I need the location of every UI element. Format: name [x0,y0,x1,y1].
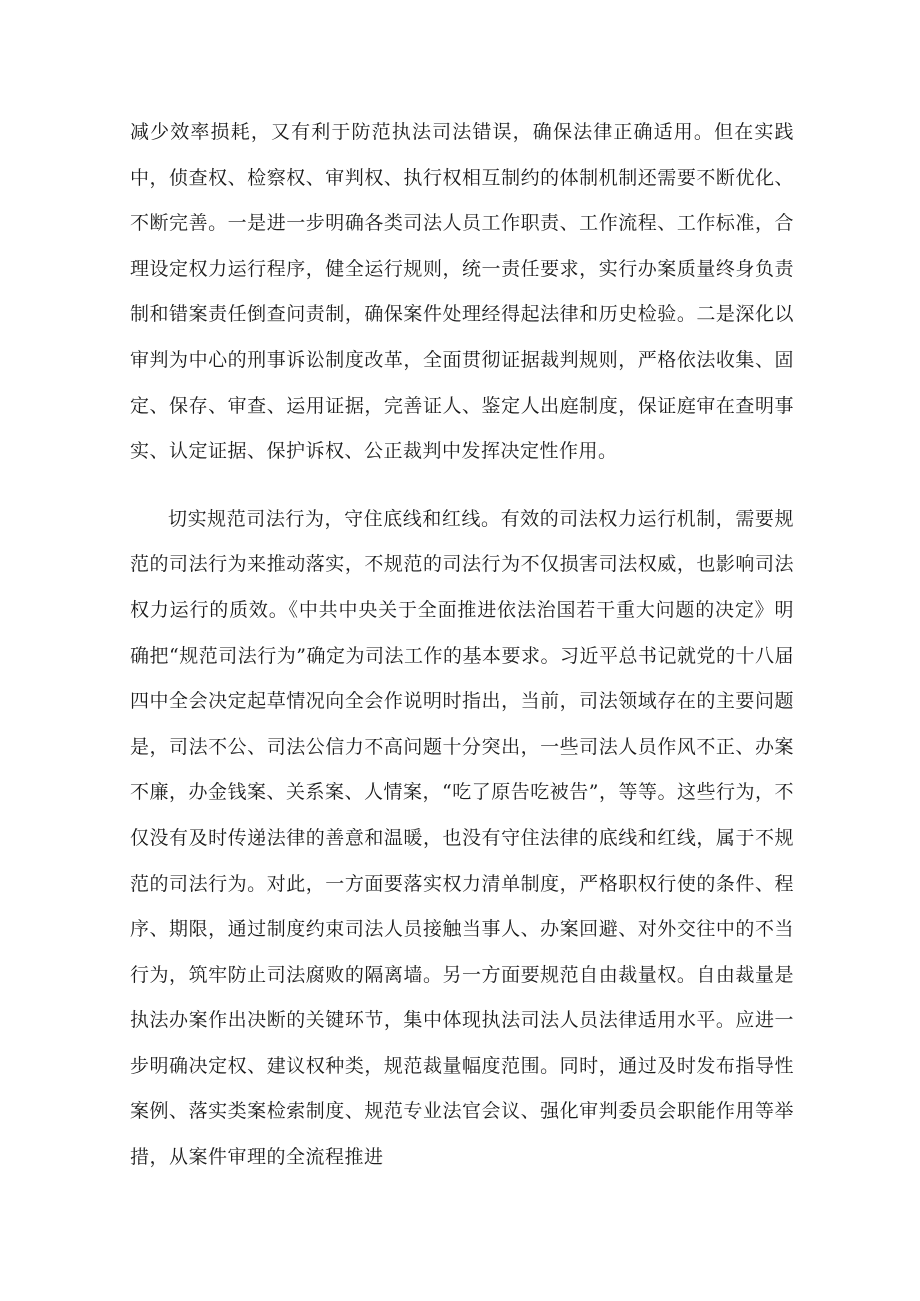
paragraph-1: 减少效率损耗，又有利于防范执法司法错误，确保法律正确适用。但在实践中，侦查权、检察权、审判权、执行权相互制约的体制机制还需要不断优化、不断完善。一是进一步明确各类司法人员工作职责、工作流程、工作标准，合理设定权力运行程序，健全运行规则，统一责任要求，实行办案质量终身负责制和错案责任倒查问责制，确保案件处理经得起法律和历史检验。二是深化以审判为中心的刑事诉讼制度改革，全面贯彻证据裁判规则，严格依法收集、固定、保存、审查、运用证据，完善证人、鉴定人出庭制度，保证庭审在查明事实、认定证据、保护诉权、公正裁判中发挥决定性作用。 [130,121,794,463]
document-body [130,110,794,1181]
paragraph-2: 切实规范司法行为，守住底线和红线。有效的司法权力运行机制，需要规范的司法行为来推动落实，不规范的司法行为不仅损害司法权威，也影响司法权力运行的质效。《中共中央关于全面推进依法治国若干重大问题的决定》明确把“规范司法行为”确定为司法工作的基本要求。习近平总书记就党的十八届四中全会决定起草情况向全会作说明时指出，当前，司法领域存在的主要问题是，司法不公、司法公信力不高问题十分突出，一些司法人员作风不正、办案不廉，办金钱案、关系案、人情案，“吃了原告吃被告”，等等。这些行为，不仅没有及时传递法律的善意和温暖，也没有守住法律的底线和红线，属于不规范的司法行为。对此，一方面要落实权力清单制度，严格职权行使的条件、程序、期限，通过制度约束司法人员接触当事人、办案回避、对外交往中的不当行为，筑牢防止司法腐败的隔离墙。另一方面要规范自由裁量权。自由裁量是执法办案作出决断的关键环节，集中体现执法司法人员法律适用水平。应进一步明确决定权、建议权种类，规范裁量幅度范围。同时，通过及时发布指导性案例、落实类案检索制度、规范专业法官会议、强化审判委员会职能作用等举措，从案件审理的全流程推进 [130,507,794,1169]
